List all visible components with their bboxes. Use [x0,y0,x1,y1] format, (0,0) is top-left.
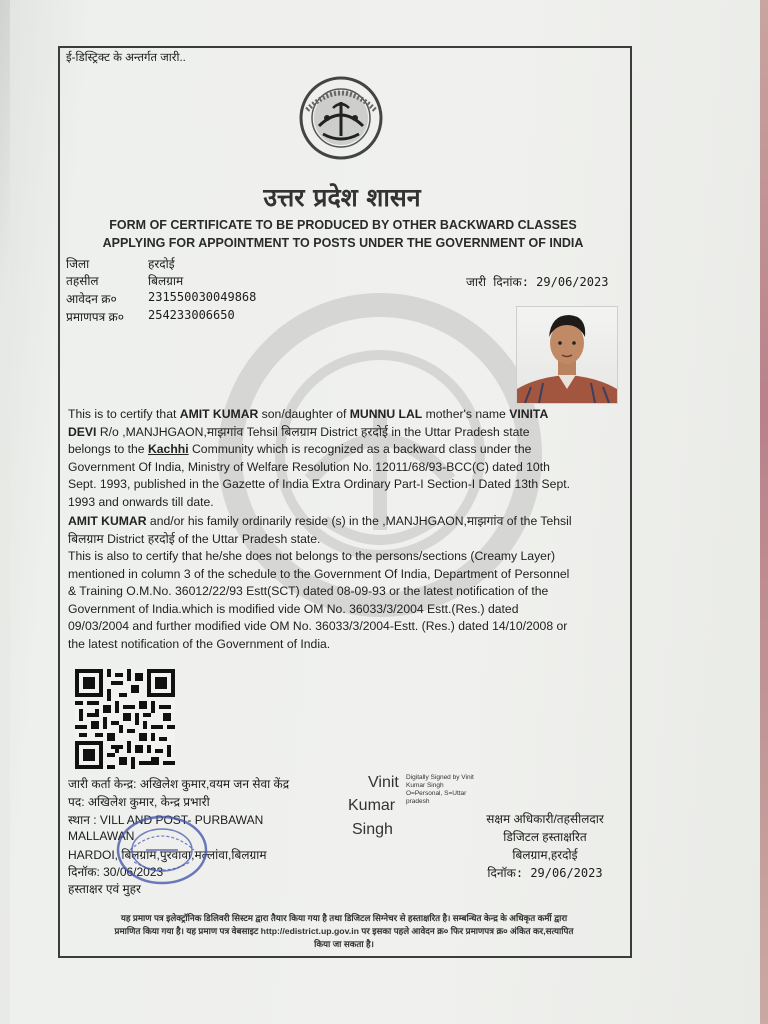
field-district-value: हरदोई [148,257,175,271]
p1-text: Sept. 1993, published in the Gazette of India Extra Ordinary Part-I Section-I Dated 13th Sept. [68,477,571,492]
p3-line: This is also to certify that he/she does not belongs to the persons/sections (Creamy Layer) [68,549,556,563]
field-tehsil-label: तहसील [66,274,99,288]
signer-name-3: Singh [352,821,393,838]
field-tehsil-value: बिलग्राम [148,274,184,288]
issuer-place-line-3: HARDOI, बिलग्राम,पुरवावा,मल्लांवा,बिलग्राम [68,848,267,862]
p1-text: 1993 and onwards till date. [68,494,214,509]
p1-text: This is to certify that [68,407,180,421]
field-application-value: 231550030049868 [148,290,257,304]
issuer-place-line-1: स्थान : VILL AND POST- PURBAWAN [68,813,264,827]
signer-name-2: Kumar [348,797,396,814]
form-title-line-1: FORM OF CERTIFICATE TO BE PRODUCED BY OTHER BACKWARD CLASSES [109,218,577,232]
p3-line: & Training O.M.No. 36012/22/93 Estt(SCT) dated 08-09-93 or the latest notification of the [68,584,549,599]
issuer-center: जारी कर्ता केन्द्र: अखिलेश कुमार,वयम जन सेवा केंद्र [68,777,290,791]
p1-text: R/o ,MANJHGAON,माझगांव Tehsil बिलग्राम District हरदोई in the Uttar Pradesh state [96,424,530,439]
p3-line: the latest notification of the Government of India. [68,636,331,651]
applicant-name: AMIT KUMAR [179,407,259,421]
footer-line-3: किया जा सकता है। [314,939,374,949]
form-title-line-2: APPLYING FOR APPOINTMENT TO POSTS UNDER THE GOVERNMENT OF INDIA [102,236,584,250]
signer-name-1: Vinit [368,774,399,791]
certificate-paragraph-2 [68,513,626,548]
p3-line: 09/03/2004 and further modified vide OM No. 36033/3/2004-Estt. (Res.) dated 14/10/2008 or [68,619,568,634]
issuer-post: पद: अखिलेश कुमार, केन्द्र प्रभारी [68,795,210,809]
issuer-date: दिनॉक: 30/06/2023 [68,865,164,879]
p1-text: belongs to the [68,442,148,457]
p2-text: बिलग्राम District हरदोई of the Uttar Pradesh state. [68,531,321,546]
signature-note-4: pradesh [406,798,430,805]
issuer-place-line-2: MALLAWAN [68,829,135,843]
mother-name-part-1: VINITA [509,407,549,421]
official-stamp-icon [110,812,210,886]
applicant-photo [516,306,618,404]
footer-line-2: प्रमाणित किया गया है। यह प्रमाण पत्र वेबसाइट http://edistrict.up.gov.in पर इसका पहले आवेदन क्र० फिर प्रमाणपत्र क्र० अंकित कर,सत्यापित [114,926,574,936]
field-district-label: जिला [66,257,90,271]
p1-text: son/daughter of [258,407,350,421]
verification-footer [64,912,624,951]
officer-date: दिनॉक: 29/06/2023 [487,866,603,880]
signature-note-1: Digitally Signed by Vinit [406,774,474,781]
applicant-photo-icon [517,307,617,403]
p1-text: Community which is recognized as a backward class under the [188,442,532,457]
field-application-label: आवेदन क्र० [66,292,117,306]
qr-code-icon[interactable] [73,669,177,769]
p1-text: mother's name [422,407,510,421]
field-certificate-value: 254233006650 [148,308,235,322]
certificate-paragraph-1 [68,406,626,512]
p1-text: Government Of India, Ministry of Welfare Resolution No. 12011/68/93-BCC(C) dated 10th [68,459,550,474]
certificate-paragraph-3 [68,548,626,654]
officer-place: बिलग्राम,हरदोई [512,848,578,862]
father-name: MUNNU LAL [349,407,423,421]
officer-title: सक्षम अधिकारी/तहसीलदार [486,812,604,826]
p3-line: Government of India.which is modified vide OM No. 36033/3/2004 Estt.(Res.) dated [68,601,519,616]
applicant-name: AMIT KUMAR [68,514,147,528]
officer-digital-sign: डिजिटल हस्ताक्षरित [503,830,587,844]
community-name: Kachhi [147,442,189,457]
p2-text: and/or his family ordinarily reside (s) in the ,MANJHGAON,माझगांव of the Tehsil [146,514,572,528]
footer-line-1: यह प्रमाण पत्र इलेक्ट्रॉनिक डिलिवरी सिस्टम द्वारा तैयार किया गया है तथा डिजिटल सिग्नेचर से हस्ताक्षरित है। सम्बन्धित केन्द्र के अधिकृत कर्मी द्वारा [120,913,568,923]
issue-date: जारी दिनांक: 29/06/2023 [466,275,609,289]
issuer-sign-label: हस्ताक्षर एवं मुहर [68,882,141,896]
p3-line: mentioned in column 3 of the schedule to the Government Of India, Department of Personnel [68,566,570,581]
header-note: ई-डिस्ट्रिक्ट के अन्तर्गत जारी.. [66,52,186,64]
signature-note-2: Kumar Singh [406,782,444,789]
page-title: उत्तर प्रदेश शासन [263,183,421,212]
field-certificate-label: प्रमाणपत्र क्र० [66,310,125,324]
mother-name-part-2: DEVI [68,424,97,439]
signature-note-3: O=Personal, S=Uttar [406,790,467,797]
up-government-emblem-icon [293,74,389,162]
